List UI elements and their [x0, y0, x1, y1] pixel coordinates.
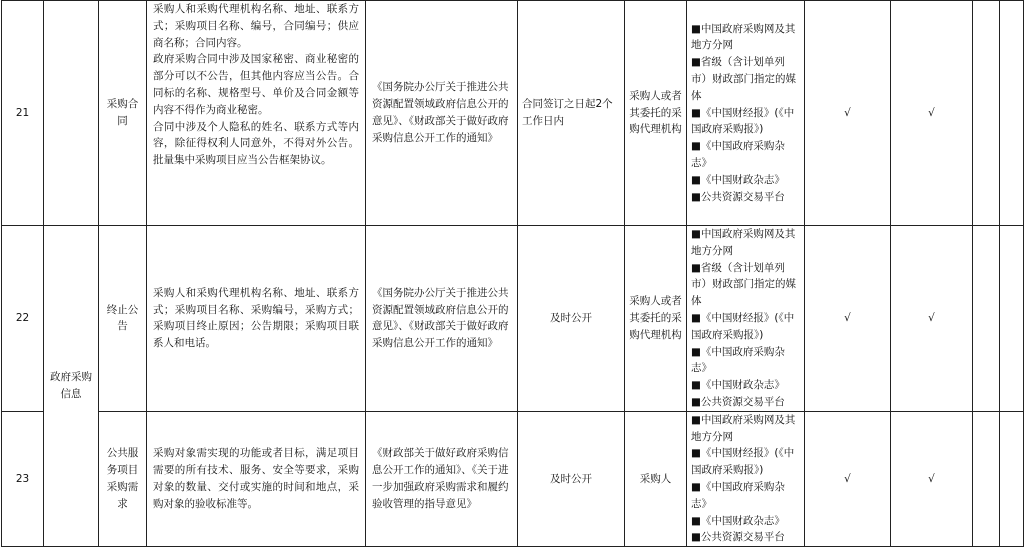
content-cell	[147, 411, 366, 546]
media-item: ■中国政府采购网及其地方分网	[691, 22, 796, 52]
deadline-cell: 及时公开	[518, 411, 625, 546]
content-cell	[147, 226, 366, 412]
empty-cell	[1000, 226, 1024, 412]
item-name: 采购合同	[99, 1, 147, 226]
media-item: ■《中国财经报》(《中国政府采购报》)	[691, 311, 795, 341]
media-item: ■《中国政府采购杂志》	[691, 345, 785, 375]
media-item: ■《中国政府采购杂志》	[691, 480, 785, 510]
check-mark: √	[805, 226, 891, 412]
row-number: 23	[2, 411, 44, 546]
media-item: ■《中国财政杂志》	[691, 514, 785, 527]
content-paragraph: 采购人和采购代理机构名称、地址、联系方式；采购项目名称、编号，合同编号；供应商名称；合同内容。	[153, 3, 359, 49]
item-name: 终止公告	[99, 226, 147, 412]
media-item: ■《中国财经报》(《中国政府采购报》)	[691, 447, 795, 477]
empty-cell	[973, 226, 1000, 412]
media-cell	[687, 1, 805, 226]
subject-cell: 采购人或者其委托的采购代理机构	[625, 1, 687, 226]
media-item: ■省级（含计划单列市）财政部门指定的媒体	[691, 261, 796, 308]
media-item: ■省级（含计划单列市）财政部门指定的媒体	[691, 56, 796, 102]
content-cell	[147, 1, 366, 226]
disclosure-table	[1, 0, 1024, 547]
content-paragraph: 采购对象需实现的功能或者目标，满足项目需要的所有技术、服务、安全等要求，采购对象的数量、交付或实施的时间和地点，采购对象的验收标准等。	[153, 447, 359, 510]
check-mark: √	[805, 411, 891, 546]
empty-cell	[973, 411, 1000, 546]
media-item: ■中国政府采购网及其地方分网	[691, 413, 796, 443]
media-item: ■《中国财政杂志》	[691, 173, 785, 186]
empty-cell	[973, 1, 1000, 226]
media-item: ■《中国财政杂志》	[691, 379, 785, 392]
subject-cell: 采购人	[625, 411, 687, 546]
deadline-cell: 及时公开	[518, 226, 625, 412]
basis-cell: 《国务院办公厅关于推进公共资源配置领域政府信息公开的意见》、《财政部关于做好政府采购信息公开工作的通知》	[366, 226, 518, 412]
content-paragraph: 采购人和采购代理机构名称、地址、联系方式；采购项目名称、采购编号，采购方式；采购项目终止原因；公告期限；采购项目联系人和电话。	[153, 286, 359, 350]
check-mark: √	[891, 226, 973, 412]
table-row	[2, 411, 1024, 546]
media-item: ■中国政府采购网及其地方分网	[691, 228, 796, 257]
media-cell	[687, 226, 805, 412]
check-mark: √	[891, 411, 973, 546]
row-number: 22	[2, 226, 44, 412]
table-row	[2, 1, 1024, 226]
content-paragraph: 合同中涉及个人隐私的姓名、联系方式等内容，除征得权利人同意外，不得对外公告。批量集中采购项目应当公告框架协议。	[153, 120, 359, 167]
category-cell: 政府采购信息	[44, 226, 99, 547]
basis-cell: 《国务院办公厅关于推进公共资源配置领域政府信息公开的意见》、《财政部关于做好政府采购信息公开工作的通知》	[366, 1, 518, 226]
check-mark: √	[891, 1, 973, 226]
media-cell	[687, 411, 805, 546]
subject-cell: 采购人或者其委托的采购代理机构	[625, 226, 687, 412]
media-item: ■《中国财经报》(《中国政府采购报》)	[691, 106, 795, 136]
content-paragraph: 政府采购合同中涉及国家秘密、商业秘密的部分可以不公告，但其他内容应当公告。合同标的名称、规格型号、单价及合同金额等内容不得作为商业秘密。	[153, 53, 359, 116]
check-mark: √	[805, 1, 891, 226]
deadline-cell: 合同签订之日起2个工作日内	[518, 1, 625, 226]
media-item: ■公共资源交易平台	[691, 531, 785, 544]
media-item: ■《中国政府采购杂志》	[691, 140, 785, 169]
item-name: 公共服务项目采购需求	[99, 411, 147, 546]
table-row	[2, 226, 1024, 412]
media-item: ■公共资源交易平台	[691, 395, 785, 408]
category-cell-empty	[44, 1, 99, 226]
row-number: 21	[2, 1, 44, 226]
empty-cell	[1000, 411, 1024, 546]
empty-cell	[1000, 1, 1024, 226]
basis-cell: 《财政部关于做好政府采购信息公开工作的通知》、《关于进一步加强政府采购需求和履约验收管理的指导意见》	[366, 411, 518, 546]
media-item: ■公共资源交易平台	[691, 190, 785, 203]
